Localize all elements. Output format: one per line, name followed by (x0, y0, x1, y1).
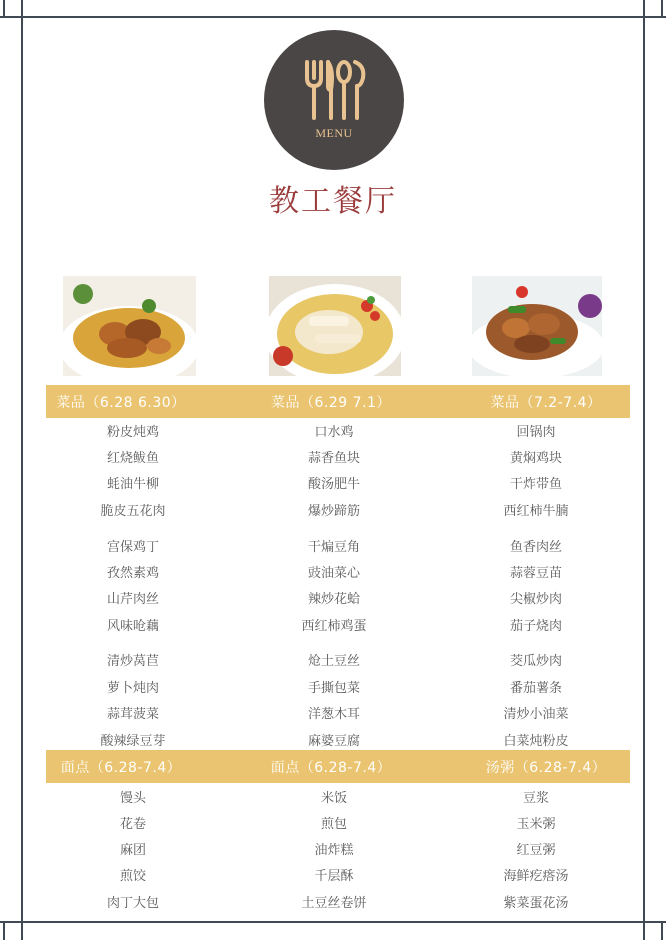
frame-right-line (643, 0, 645, 940)
frame-top-line (0, 16, 666, 18)
dish-item: 海鲜疙瘩汤 (503, 869, 569, 884)
dish-item: 清炒莴苣 (106, 654, 159, 669)
menu-logo (264, 30, 404, 170)
dish-item: 脆皮五花肉 (100, 504, 166, 519)
page-title: 教工餐厅 (269, 184, 397, 219)
dish-item: 口水鸡 (314, 425, 354, 440)
dish-item: 蒜蓉豆苗 (509, 566, 562, 581)
dish-item: 千层酥 (314, 869, 354, 884)
dish-item: 山芹肉丝 (106, 592, 159, 607)
dish-item: 孜然素鸡 (106, 566, 159, 581)
dish-item: 西红柿牛腩 (503, 504, 569, 519)
dish-item: 干煸豆角 (307, 540, 360, 555)
section-label-dishes-2: 菜品（6.29 7.1） (271, 395, 391, 411)
dish-item: 馒头 (119, 791, 146, 806)
dish-item: 回锅肉 (516, 425, 556, 440)
section-header-band-1 (46, 385, 630, 418)
dish-item: 爆炒蹄筋 (307, 504, 360, 519)
dish-item: 油炸糕 (314, 843, 354, 858)
fish-slices-photo (269, 276, 401, 376)
dish-item: 鱼香肉丝 (509, 540, 562, 555)
cutlery-icon (264, 30, 404, 170)
dish-item: 尖椒炒肉 (509, 592, 562, 607)
frame-left-line (21, 0, 23, 940)
dish-item: 清炒小油菜 (503, 707, 569, 722)
dish-item: 紫菜蛋花汤 (503, 896, 569, 911)
dish-item: 炝土豆丝 (307, 654, 360, 669)
section-label-soup: 汤粥（6.28-7.4） (485, 760, 607, 776)
dish-item: 花卷 (119, 817, 146, 832)
frame-corner-br (661, 921, 663, 940)
dish-item: 黄焖鸡块 (509, 451, 562, 466)
dish-item: 豉油菜心 (307, 566, 360, 581)
dish-item: 粉皮炖鸡 (106, 425, 159, 440)
menu-logo-text: MENU (315, 126, 353, 140)
dish-item: 番茄薯条 (509, 681, 562, 696)
dish-item: 煎饺 (119, 869, 146, 884)
stir-fried-pork-photo (472, 276, 602, 376)
dish-item: 肉丁大包 (106, 896, 159, 911)
dish-item: 辣炒花蛤 (307, 592, 360, 607)
dish-item: 米饭 (320, 791, 347, 806)
section-label-pastry-1: 面点（6.28-7.4） (60, 760, 182, 776)
section-label-pastry-2: 面点（6.28-7.4） (270, 760, 392, 776)
dish-item: 煎包 (320, 817, 347, 832)
dish-item: 蒜香鱼块 (307, 451, 360, 466)
dish-item: 酸辣绿豆芽 (100, 734, 166, 749)
dish-item: 红豆粥 (516, 843, 556, 858)
dish-item: 玉米粥 (516, 817, 556, 832)
section-label-dishes-1: 菜品（6.28 6.30） (56, 395, 186, 411)
dish-item: 白菜炖粉皮 (503, 734, 569, 749)
braised-chicken-photo (63, 276, 196, 376)
dish-item: 茄子烧肉 (509, 619, 562, 634)
dish-item: 蚝油牛柳 (106, 477, 159, 492)
dish-item: 土豆丝卷饼 (301, 896, 367, 911)
dish-item: 萝卜炖肉 (106, 681, 159, 696)
section-header-band-2 (46, 750, 630, 783)
section-label-dishes-3: 菜品（7.2-7.4） (490, 395, 602, 411)
frame-corner-tr (661, 0, 663, 18)
dish-item: 蒜茸菠菜 (106, 707, 159, 722)
dish-item: 豆浆 (522, 791, 549, 806)
dish-item: 茭瓜炒肉 (509, 654, 562, 669)
dish-item: 西红柿鸡蛋 (301, 619, 367, 634)
dish-item: 红烧鲅鱼 (106, 451, 159, 466)
dish-item: 麻团 (119, 843, 146, 858)
dish-item: 手撕包菜 (307, 681, 360, 696)
dish-item: 洋葱木耳 (307, 707, 360, 722)
frame-corner-bl (3, 921, 5, 940)
dish-item: 麻婆豆腐 (307, 734, 360, 749)
frame-corner-tl (3, 0, 5, 18)
dish-item: 酸汤肥牛 (307, 477, 360, 492)
dish-item: 风味呛藕 (106, 619, 159, 634)
dish-item: 干炸带鱼 (509, 477, 562, 492)
frame-bottom-line (0, 921, 666, 923)
dish-item: 宫保鸡丁 (106, 540, 159, 555)
